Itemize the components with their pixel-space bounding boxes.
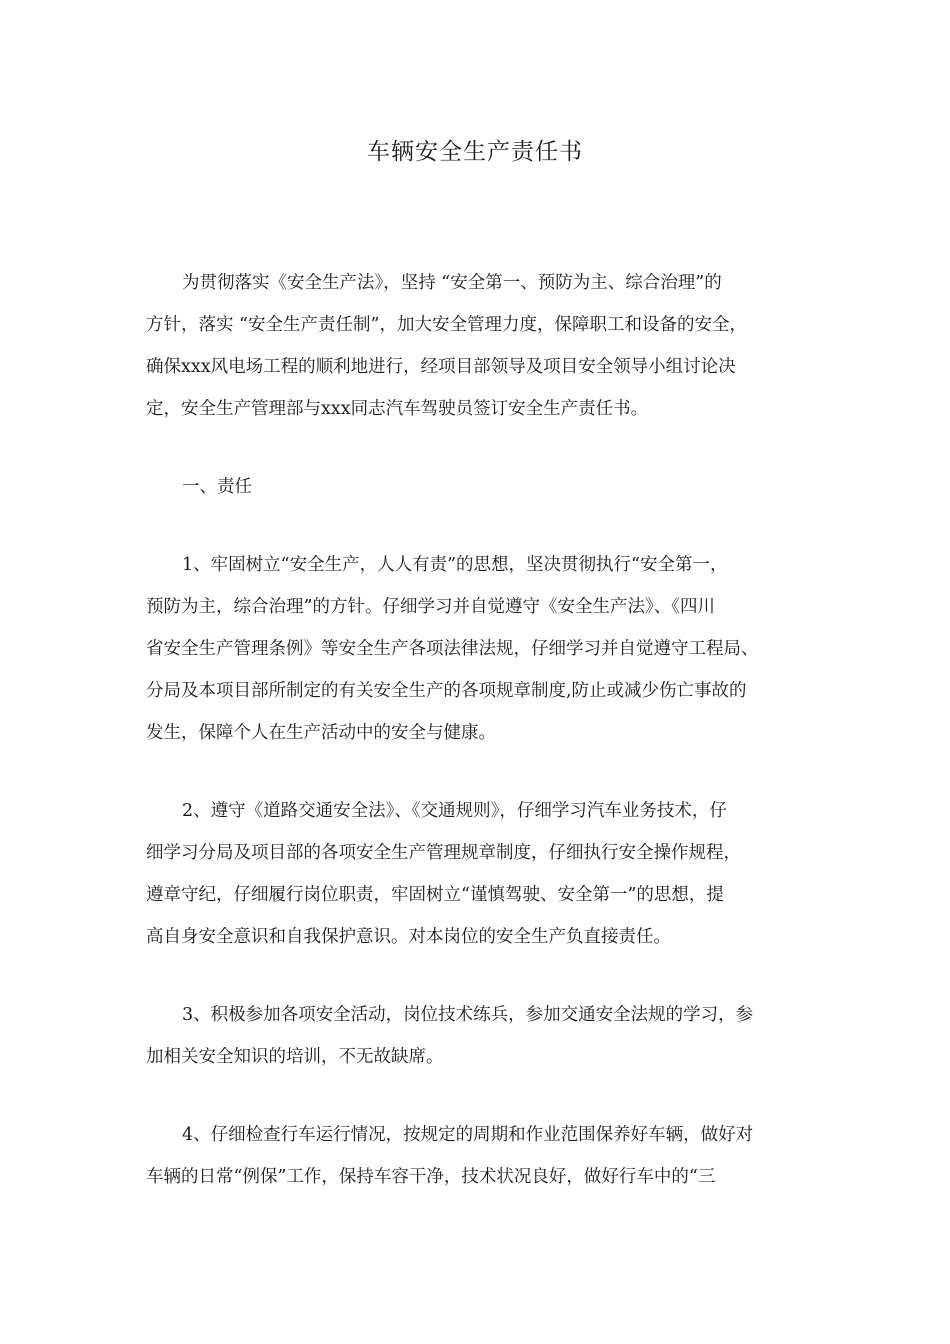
- item-line: 2、遵守《道路交通安全法》、《交通规则》，仔细学习汽车业务技术，仔: [182, 801, 727, 821]
- intro-line: 定，安全生产管理部与xxx同志汽车驾驶员签订安全生产责任书。: [146, 399, 649, 419]
- item-line: 发生，保障个人在生产活动中的安全与健康。: [146, 723, 496, 743]
- item-line: 细学习分局及项目部的各项安全生产管理规章制度，仔细执行安全操作规程，: [146, 843, 741, 863]
- item-line: 分局及本项目部所制定的有关安全生产的各项规章制度,防止或减少伤亡事故的: [146, 681, 747, 701]
- document-title: 车辆安全生产责任书: [367, 139, 583, 165]
- item-line: 高自身安全意识和自我保护意识。对本岗位的安全生产负直接责任。: [146, 927, 671, 947]
- item-1-paragraph: [146, 544, 810, 754]
- item-line: 预防为主，综合治理”的方针。仔细学习并自觉遵守《安全生产法》、《四川: [146, 597, 715, 617]
- document-body: [146, 262, 810, 1198]
- item-4-paragraph: [146, 1114, 810, 1198]
- intro-line: 确保xxx风电场工程的顺利地进行，经项目部领导及项目安全领导小组讨论决: [146, 357, 736, 377]
- item-2-paragraph: [146, 790, 810, 958]
- intro-line: 为贯彻落实《安全生产法》，坚持 “安全第一、预防为主、综合治理”的: [182, 273, 722, 293]
- item-line: 加相关安全知识的培训，不无故缺席。: [146, 1047, 444, 1067]
- item-line: 4、仔细检查行车运行情况，按规定的周期和作业范围保养好车辆，做好对: [182, 1125, 754, 1145]
- section-heading: 一、责任: [182, 477, 252, 497]
- item-line: 1、牢固树立“安全生产，人人有责”的思想，坚决贯彻执行“安全第一，: [182, 555, 728, 575]
- item-line: 3、积极参加各项安全活动，岗位技术练兵，参加交通安全法规的学习，参: [182, 1005, 754, 1025]
- item-line: 遵章守纪，仔细履行岗位职责，牢固树立“谨慎驾驶、安全第一”的思想，提: [146, 885, 724, 905]
- intro-line: 方针，落实 “安全生产责任制”，加大安全管理力度，保障职工和设备的安全，: [146, 315, 747, 335]
- item-line: 车辆的日常“例保”工作，保持车容干净，技术状况良好，做好行车中的“三: [146, 1167, 716, 1187]
- item-3-paragraph: [146, 994, 810, 1078]
- intro-paragraph: [146, 262, 810, 430]
- item-line: 省安全生产管理条例》等安全生产各项法律法规，仔细学习并自觉遵守工程局、: [146, 639, 759, 659]
